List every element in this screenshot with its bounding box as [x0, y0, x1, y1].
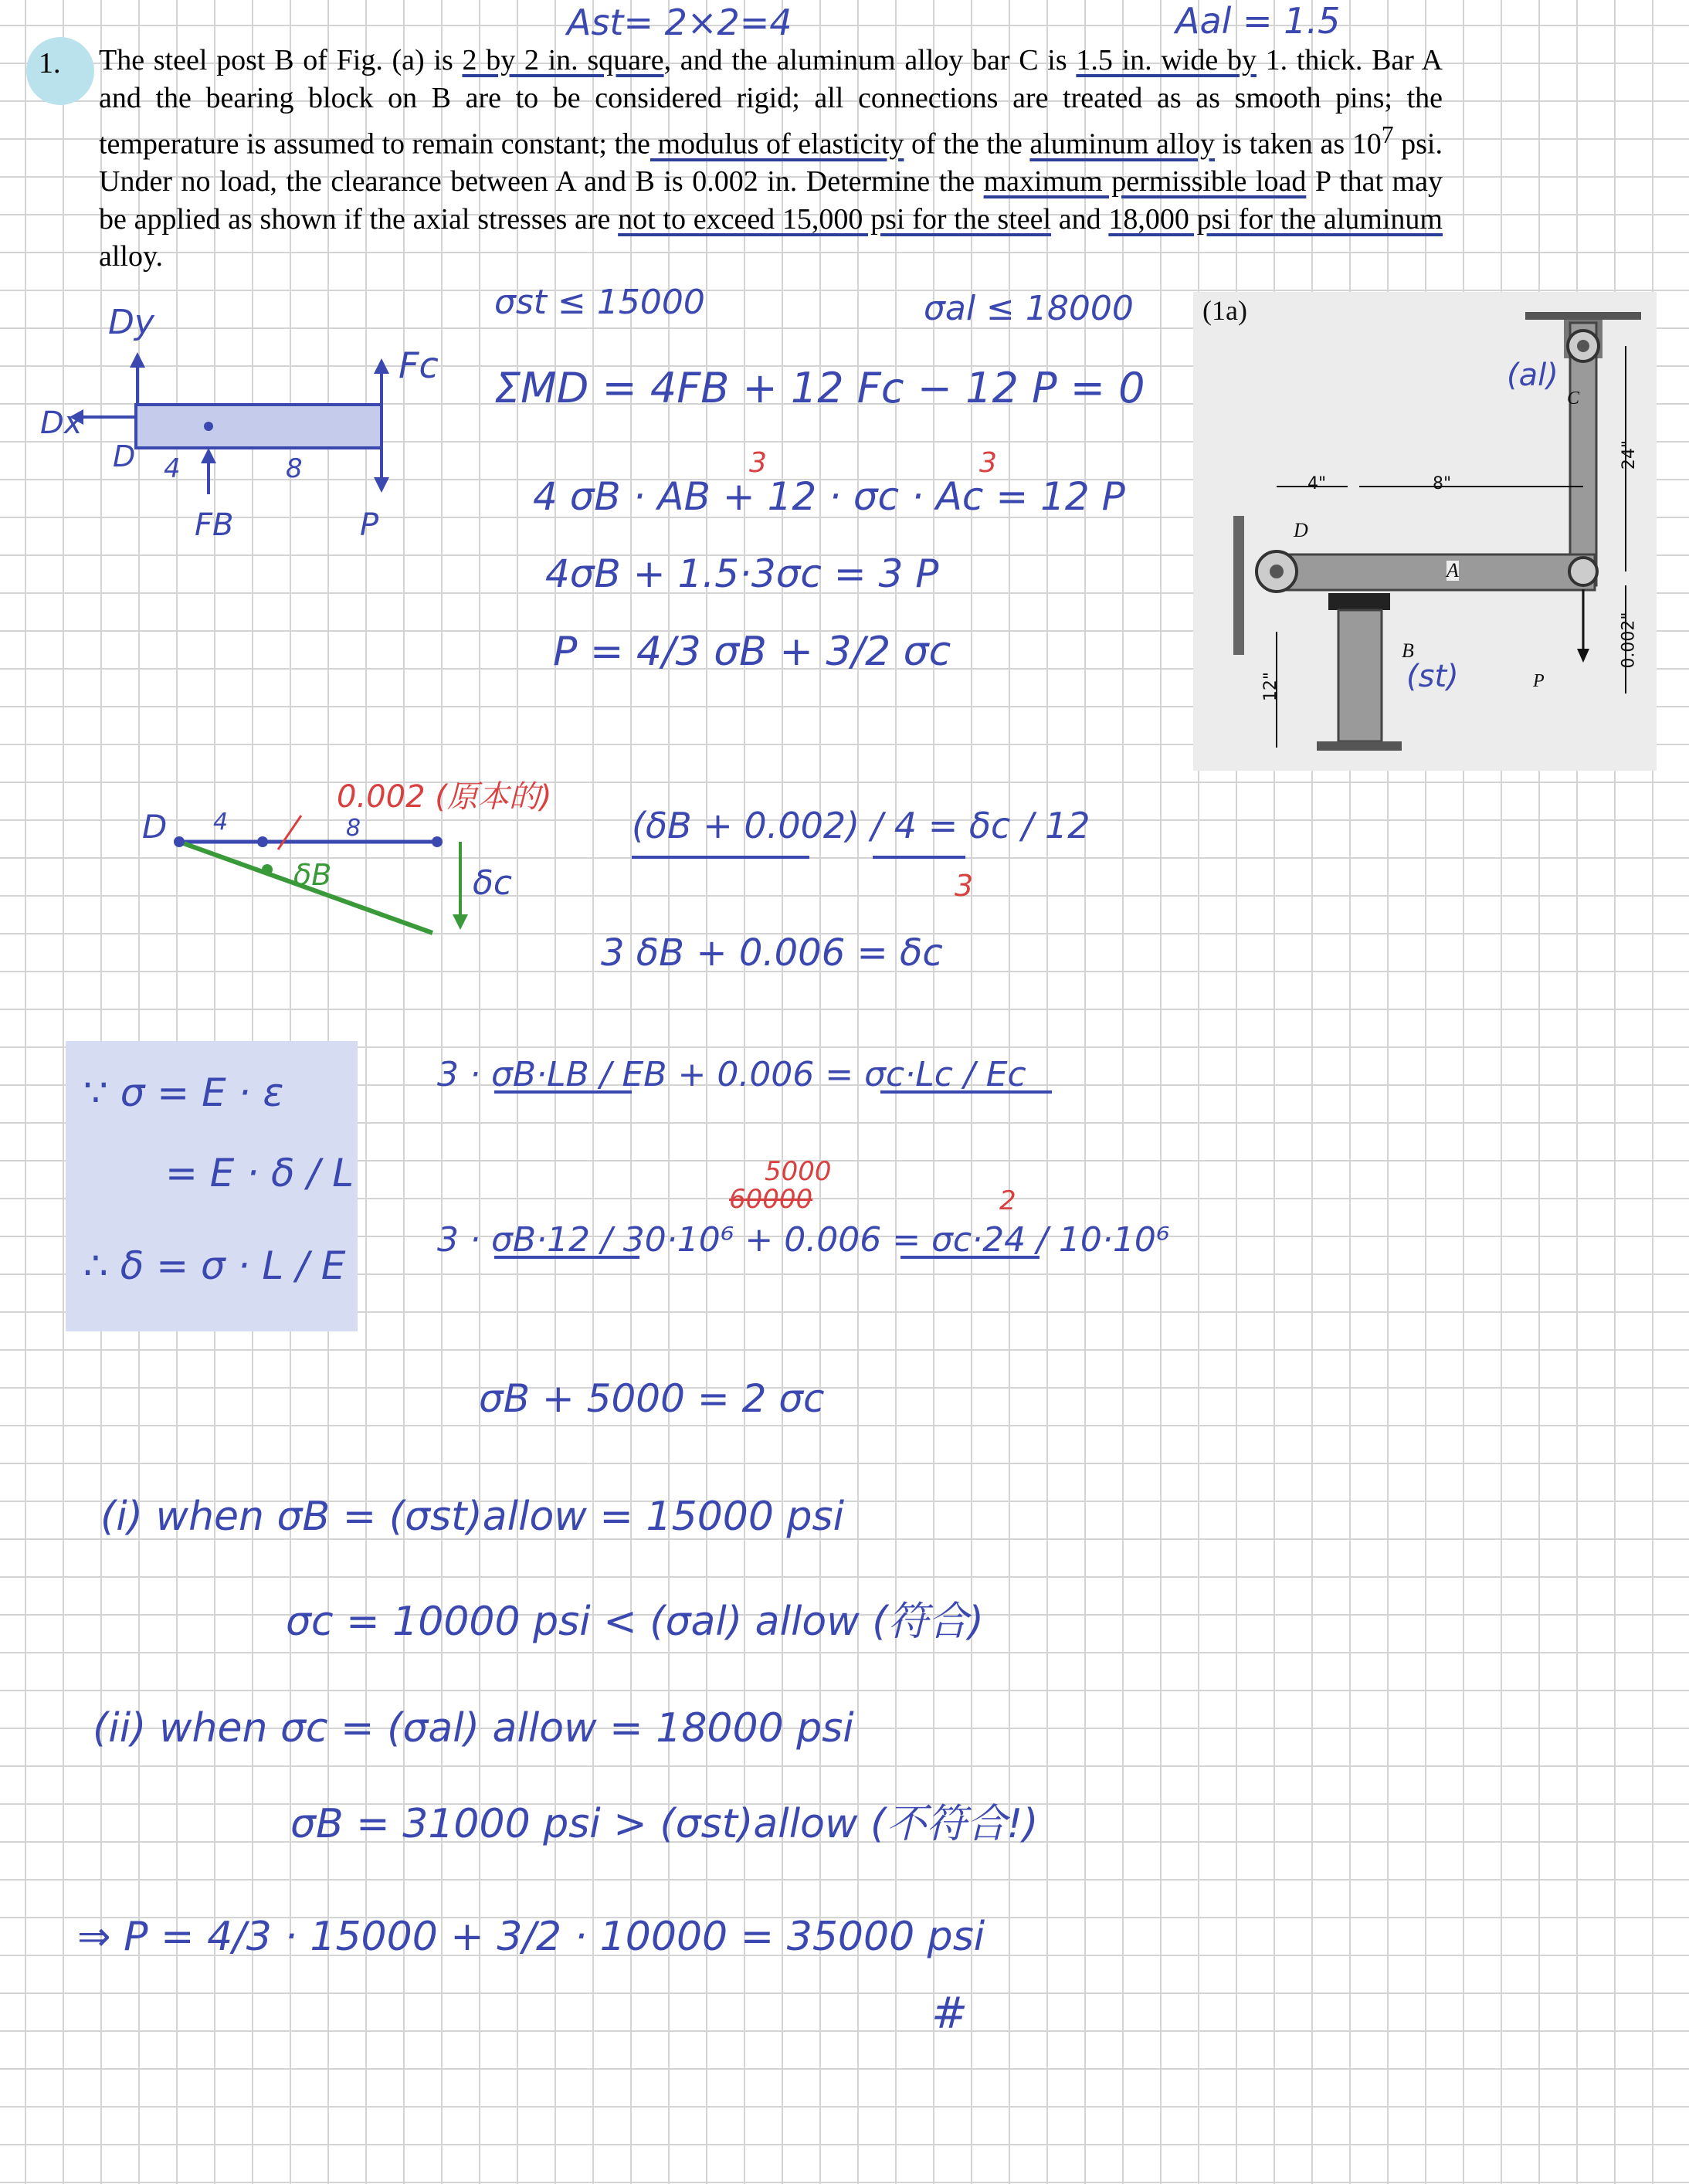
- aluminum-area-note: Aal = 1.5: [1175, 0, 1341, 42]
- aluminum-limit: σal ≤ 18000: [924, 289, 1134, 328]
- fbd-dim-4: 4: [164, 453, 181, 484]
- problem-text-seg8: and: [1051, 202, 1109, 236]
- figure-label-b: B: [1402, 639, 1414, 662]
- figure-dim-gap: 0.002": [1619, 612, 1639, 669]
- strain-equation-1: 3 · σB·LB / EB + 0.006 = σc·Lc / Ec: [437, 1055, 1026, 1094]
- hooke-line-2: = E · δ / L: [165, 1151, 354, 1195]
- problem-underline-steel-limit: not to exceed 15,000 psi for the steel: [618, 202, 1052, 236]
- correction-5000: 5000: [765, 1156, 832, 1187]
- figure-label-c: C: [1567, 388, 1580, 409]
- figure-label-a: A: [1447, 559, 1459, 582]
- problem-underline-post-size: 2 by 2 in. square: [462, 44, 664, 76]
- fbd-label-d: D: [113, 439, 136, 473]
- problem-underline-aluminum: aluminum alloy: [1029, 127, 1216, 161]
- compat-ratio: (δB + 0.002) / 4 = δc / 12: [632, 805, 1090, 846]
- compat-label-d: D: [142, 808, 168, 846]
- clearance-note: 0.002 (原本的): [337, 779, 552, 815]
- correction-2: 2: [999, 1185, 1016, 1216]
- problem-text-seg4: of the the: [904, 127, 1030, 161]
- problem-underline-modulus: modulus of elasticity: [649, 127, 904, 161]
- final-answer: ⇒ P = 4/3 · 15000 + 3/2 · 10000 = 35000 psi: [77, 1914, 985, 1960]
- problem-underline-bar-width: 1.5 in. wide by: [1076, 44, 1257, 76]
- compat-dim-8: 8: [346, 815, 361, 842]
- moment-correction-3a: 3: [749, 447, 767, 479]
- fbd-label-p: P: [360, 507, 379, 543]
- figure-dim-8: 8": [1433, 474, 1452, 493]
- fbd-label-fc: Fc: [399, 344, 439, 386]
- case-1-result: σc = 10000 psi < (σal) allow (符合): [286, 1599, 984, 1645]
- load-expression: P = 4/3 σB + 3/2 σc: [553, 629, 951, 675]
- figure-dim-24: 24": [1619, 439, 1640, 470]
- problem-text-seg1: The steel post B of Fig. (a) is: [99, 44, 463, 76]
- end-mark: #: [931, 1989, 968, 2039]
- problem-text-seg9: alloy.: [99, 240, 164, 273]
- fbd-label-dx: Dx: [40, 405, 83, 441]
- compat-result: 3 δB + 0.006 = δc: [601, 931, 943, 975]
- moment-correction-3b: 3: [979, 447, 997, 479]
- strain-equation-2: 3 · σB·12 / 30·10⁶ + 0.006 = σc·24 / 10·10⁶: [437, 1220, 1170, 1260]
- compat-dim-4: 4: [213, 809, 229, 836]
- figure-dim-4: 4": [1307, 474, 1327, 493]
- steel-area-note: Ast= 2×2=4: [567, 2, 792, 43]
- figure-dim-12: 12": [1261, 671, 1281, 702]
- correction-60000: 60000: [729, 1184, 813, 1215]
- figure-caption: (1a): [1202, 295, 1247, 326]
- problem-underline-al-limit: 18,000 psi for the aluminum: [1108, 202, 1443, 236]
- stress-form-equation: 4 σB · AB + 12 · σc · Ac = 12 P: [533, 474, 1125, 519]
- problem-text-seg6: psi. Under no load, the clearance between A and B is 0.002 in. Determine the: [99, 127, 1443, 198]
- case-2-heading: (ii) when σc = (σal) allow = 18000 psi: [93, 1705, 854, 1752]
- problem-underline-max-load: maximum permissible load: [983, 165, 1307, 198]
- stress-relation: σB + 5000 = 2 σc: [479, 1376, 825, 1421]
- simplified-equation: 4σB + 1.5·3σc = 3 P: [545, 551, 939, 596]
- problem-exponent: 7: [1381, 121, 1394, 148]
- fbd-dim-8: 8: [286, 453, 303, 484]
- problem-text-seg7: P that may be applied as shown if the axial stresses are: [99, 165, 1443, 236]
- compat-delta-b: δB: [293, 858, 332, 892]
- figure-note-aluminum: (al): [1507, 358, 1558, 393]
- hooke-line-3: ∴ δ = σ · L / E: [83, 1243, 346, 1288]
- moment-equation: ΣMD = 4FB + 12 Fc − 12 P = 0: [494, 364, 1145, 412]
- figure-note-steel: (st): [1406, 659, 1459, 694]
- figure-label-p: P: [1533, 671, 1545, 691]
- case-2-result: σB = 31000 psi > (σst)allow (不符合!): [290, 1801, 1039, 1847]
- hooke-line-1: ∵ σ = E · ε: [83, 1070, 284, 1115]
- problem-text-seg2: , and the aluminum alloy bar C is: [663, 44, 1077, 76]
- figure-label-d: D: [1294, 519, 1308, 541]
- fbd-label-fb: FB: [195, 507, 234, 543]
- compat-delta-c: δc: [473, 863, 513, 903]
- problem-number: 1.: [39, 47, 61, 80]
- steel-limit: σst ≤ 15000: [494, 283, 705, 322]
- compat-correction-3: 3: [955, 869, 974, 903]
- problem-text-seg5: is taken as 10: [1215, 127, 1382, 161]
- case-1-heading: (i) when σB = (σst)allow = 15000 psi: [100, 1494, 845, 1540]
- fbd-label-dy: Dy: [108, 303, 154, 342]
- problem-text-seg3: 1. thick. Bar A and the bearing block on B are to be considered rigid; all connections are treated as as smooth pins; the temperature is assumed to remain constant; the: [99, 44, 1443, 161]
